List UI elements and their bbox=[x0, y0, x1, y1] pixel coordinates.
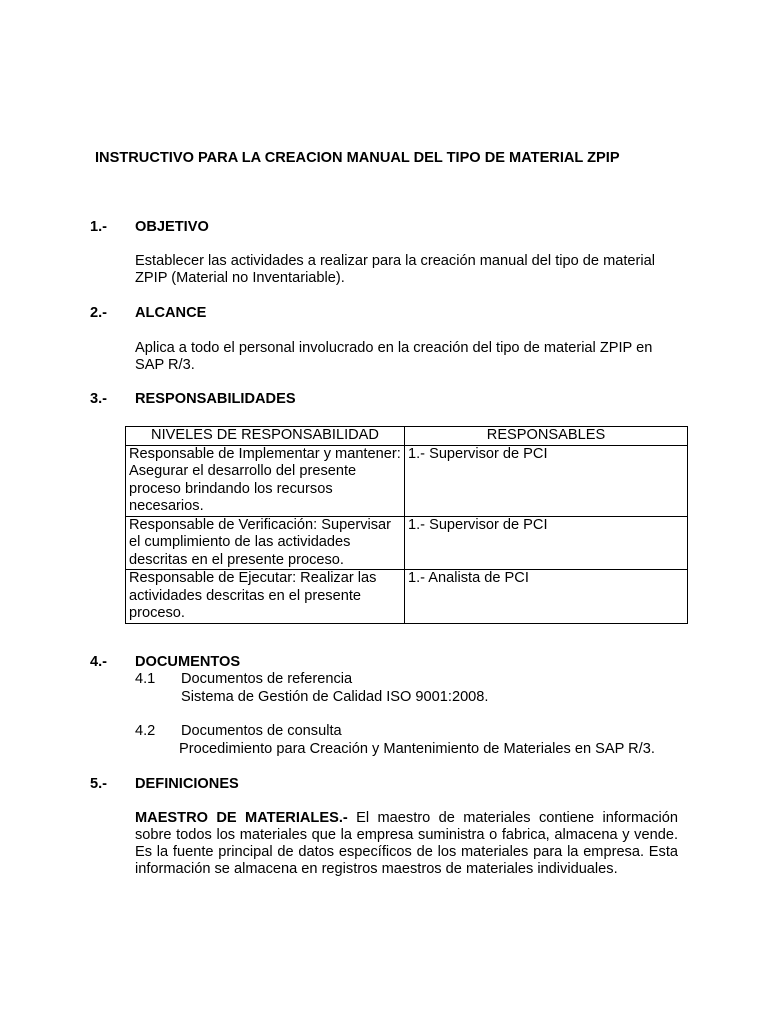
document-item-detail: Sistema de Gestión de Calidad ISO 9001:2008. bbox=[181, 689, 489, 705]
document-item-number: 4.2 bbox=[135, 723, 156, 739]
table-row bbox=[126, 516, 688, 570]
table-header-cell: RESPONSABLES bbox=[405, 427, 688, 446]
section-4-number: 4.- bbox=[90, 654, 108, 670]
section-2-heading: ALCANCE bbox=[135, 305, 207, 321]
document-item-number: 4.1 bbox=[135, 671, 156, 687]
section-1-number: 1.- bbox=[90, 219, 108, 235]
table-header-cell: NIVELES DE RESPONSABILIDAD bbox=[126, 427, 405, 446]
section-5-number: 5.- bbox=[90, 776, 108, 792]
table-header-row bbox=[126, 427, 688, 446]
document-title: INSTRUCTIVO PARA LA CREACION MANUAL DEL TIPO DE MATERIAL ZPIP bbox=[95, 150, 620, 166]
document-item-label: Documentos de referencia bbox=[181, 671, 353, 687]
table-cell: Responsable de Implementar y mantener: Asegurar el desarrollo del presente proceso brindando los recursos necesarios. bbox=[126, 445, 405, 516]
document-item-label: Documentos de consulta bbox=[181, 723, 342, 739]
section-3-number: 3.- bbox=[90, 391, 108, 407]
section-2-text: Aplica a todo el personal involucrado en la creación del tipo de material ZPIP en SAP R/3. bbox=[135, 340, 653, 373]
table-cell: Responsable de Ejecutar: Realizar las actividades descritas en el presente proceso. bbox=[126, 570, 405, 624]
section-5-heading: DEFINICIONES bbox=[135, 776, 239, 792]
table-cell: 1.- Supervisor de PCI bbox=[405, 445, 688, 516]
table-row bbox=[126, 570, 688, 624]
table-cell: 1.- Analista de PCI bbox=[405, 570, 688, 624]
section-1-heading: OBJETIVO bbox=[135, 219, 209, 235]
definition-text: El maestro de materiales contiene información sobre todos los materiales que la empresa suministra o fabrica, almacena y vende. Es la fuente principal de datos específicos de los materiales para la empresa. Esta información se almacena en registros maestros de materiales individuales. bbox=[135, 810, 678, 877]
table-row bbox=[126, 445, 688, 516]
section-3-heading: RESPONSABILIDADES bbox=[135, 391, 296, 407]
section-1-text: Establecer las actividades a realizar para la creación manual del tipo de material ZPIP (Material no Inventariable). bbox=[135, 253, 655, 286]
section-4-heading: DOCUMENTOS bbox=[135, 654, 241, 670]
table-cell: 1.- Supervisor de PCI bbox=[405, 516, 688, 570]
definition-paragraph bbox=[135, 810, 678, 878]
definition-term: MAESTRO DE MATERIALES.- bbox=[135, 810, 348, 826]
section-2-number: 2.- bbox=[90, 305, 108, 321]
table-cell: Responsable de Verificación: Supervisar el cumplimiento de las actividades descritas en el presente proceso. bbox=[126, 516, 405, 570]
responsibilities-table bbox=[125, 426, 688, 624]
document-item-detail: Procedimiento para Creación y Mantenimiento de Materiales en SAP R/3. bbox=[179, 741, 655, 757]
